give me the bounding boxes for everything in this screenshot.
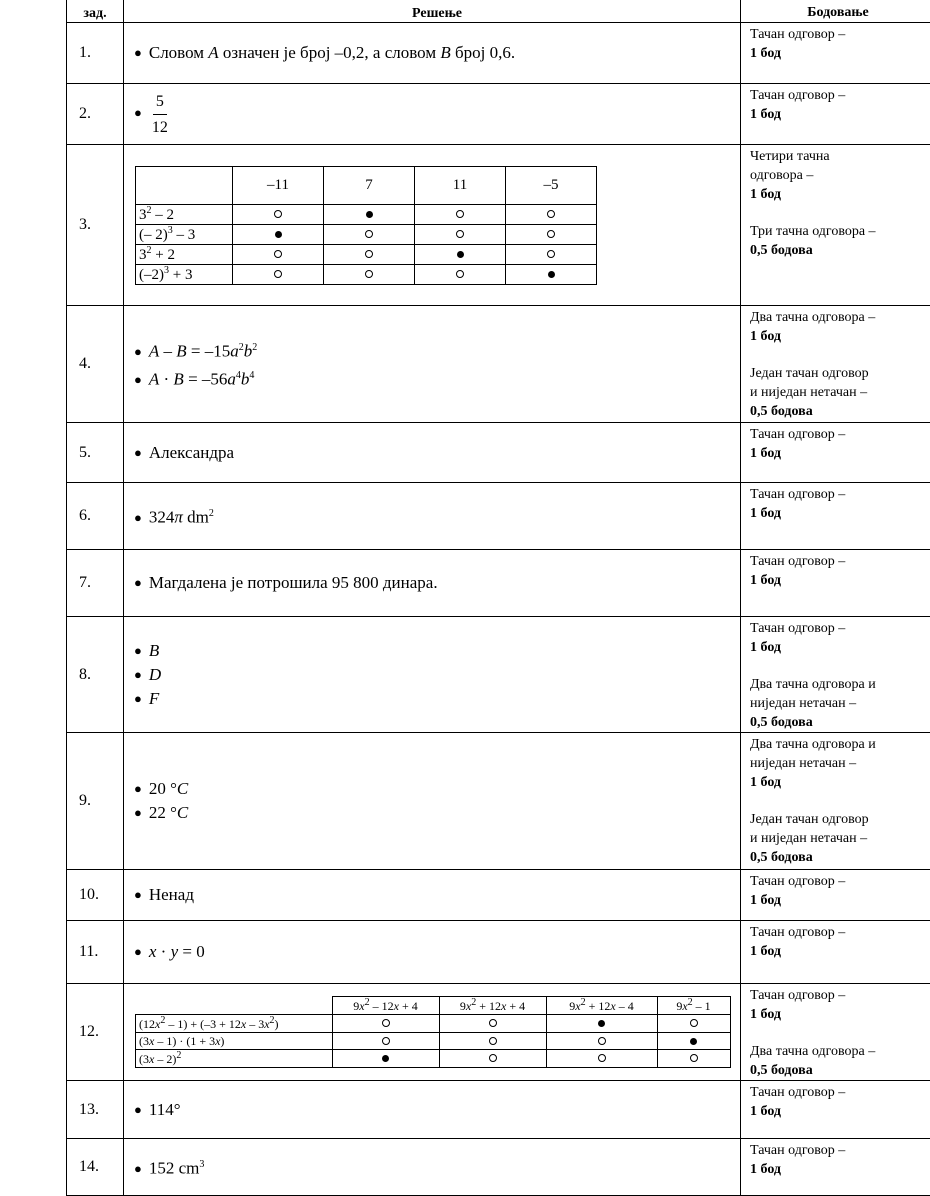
task-row: [67, 1081, 930, 1139]
matching-row-label: $3^2 - 2$: [136, 204, 233, 224]
matching-row: [136, 204, 597, 224]
task-scoring: [741, 1139, 930, 1196]
task-number: 4.: [67, 306, 124, 423]
task-solution: [124, 617, 741, 733]
task-row: [67, 84, 930, 145]
scoring-text: Два тачна одговора –: [750, 308, 926, 327]
task-number: 11.: [67, 921, 124, 984]
task-solution: [124, 733, 741, 870]
scoring-text: Тачан одговор –: [750, 25, 926, 44]
empty-circle-icon: [365, 270, 373, 278]
scoring-points: 1 бод: [750, 571, 926, 590]
scoring-text: Два тачна одговора –: [750, 1042, 926, 1061]
scoring-text: Тачан одговор –: [750, 619, 926, 638]
solution-line: ● D: [134, 663, 740, 687]
task-scoring: [741, 984, 930, 1081]
task-solution: [124, 84, 741, 145]
matching-row: [136, 244, 597, 264]
solution-line: ● Магдалена је потрошила 95 800 динара.: [134, 571, 740, 595]
matching-row: [136, 1033, 731, 1050]
solution-line: ● 324π $dm^2$: [134, 502, 740, 530]
task-row: [67, 733, 930, 870]
matching-cell: [324, 224, 415, 244]
empty-circle-icon: [365, 250, 373, 258]
empty-circle-icon: [456, 230, 464, 238]
task-solution: [124, 23, 741, 84]
matching-header-row: [136, 166, 597, 204]
matching-column-header: 11: [415, 166, 506, 204]
scoring-points: 1 бод: [750, 1102, 926, 1121]
empty-circle-icon: [547, 250, 555, 258]
matching-cell: [415, 264, 506, 284]
empty-circle-icon: [547, 230, 555, 238]
scoring-points: 1 бод: [750, 327, 926, 346]
scoring-text: Тачан одговор –: [750, 986, 926, 1005]
task-scoring: [741, 423, 930, 483]
empty-circle-icon: [489, 1019, 497, 1027]
task-row: [67, 145, 930, 306]
scoring-gap: [750, 204, 926, 222]
scoring-points: 0,5 бодова: [750, 402, 926, 421]
solution-line: ● Александра: [134, 441, 740, 465]
matching-cell: [439, 1015, 546, 1033]
task-scoring: [741, 733, 930, 870]
solution-line: ● 152 $cm^3$: [134, 1153, 740, 1181]
matching-cell: [233, 244, 324, 264]
task-scoring: [741, 921, 930, 984]
task-scoring: [741, 617, 930, 733]
scoring-points: 1 бод: [750, 1160, 926, 1179]
task-row: [67, 23, 930, 84]
header-row: [67, 0, 930, 23]
matching-column-header: $9x^2 - 1$: [657, 997, 730, 1015]
matching-row: [136, 1050, 731, 1068]
empty-circle-icon: [489, 1054, 497, 1062]
task-scoring: [741, 145, 930, 306]
scoring-text: Два тачна одговора и: [750, 735, 926, 754]
scoring-points: 1 бод: [750, 44, 926, 63]
matching-column-header: –5: [506, 166, 597, 204]
task-solution: [124, 145, 741, 306]
task-row: [67, 617, 930, 733]
task-scoring: [741, 550, 930, 617]
scoring-points: 1 бод: [750, 638, 926, 657]
scoring-gap: [750, 657, 926, 675]
task-row: [67, 306, 930, 423]
scoring-points: 1 бод: [750, 1005, 926, 1024]
task-scoring: [741, 483, 930, 550]
empty-circle-icon: [382, 1019, 390, 1027]
scoring-points: 0,5 бодова: [750, 713, 926, 732]
matching-cell: [415, 204, 506, 224]
empty-circle-icon: [489, 1037, 497, 1045]
scoring-points: 0,5 бодова: [750, 241, 926, 260]
task-solution: [124, 921, 741, 984]
task-scoring: [741, 23, 930, 84]
filled-circle-icon: [382, 1055, 389, 1062]
matching-row-label: $(12x^2 - 1) + (-3 + 12x - 3x^2)$: [136, 1015, 333, 1033]
matching-cell: [506, 204, 597, 224]
task-number: 12.: [67, 984, 124, 1081]
solution-line: ● $A - B = -15a^2b^2$: [134, 336, 740, 364]
solution-line: ● 20 °C: [134, 777, 740, 801]
matching-row: [136, 1015, 731, 1033]
matching-cell: [415, 244, 506, 264]
solution-line: ● Ненад: [134, 883, 740, 907]
scoring-points: 1 бод: [750, 773, 926, 792]
matching-row-label: (3x – 2)$^2$: [136, 1050, 333, 1068]
matching-column-header: $9x^2 + 12x + 4$: [439, 997, 546, 1015]
filled-circle-icon: [548, 271, 555, 278]
task-row: [67, 921, 930, 984]
matching-cell: [439, 1050, 546, 1068]
scoring-points: 0,5 бодова: [750, 1061, 926, 1080]
scoring-text: ниједан нетачан –: [750, 694, 926, 713]
task-number: 8.: [67, 617, 124, 733]
matching-column-header: –11: [233, 166, 324, 204]
task-number: 7.: [67, 550, 124, 617]
matching-cell: [233, 224, 324, 244]
task-number: 9.: [67, 733, 124, 870]
empty-circle-icon: [274, 250, 282, 258]
scoring-points: 0,5 бодова: [750, 848, 926, 867]
matching-cell: [506, 224, 597, 244]
task-solution: [124, 483, 741, 550]
matching-cell: [657, 1050, 730, 1068]
scoring-text: Тачан одговор –: [750, 552, 926, 571]
matching-cell: [506, 264, 597, 284]
matching-corner: [136, 997, 333, 1015]
matching-row-label: $(-2)^3 + 3$: [136, 264, 233, 284]
scoring-text: одговора –: [750, 166, 926, 185]
task-scoring: [741, 870, 930, 921]
filled-circle-icon: [690, 1038, 697, 1045]
matching-row: [136, 224, 597, 244]
task-solution: [124, 1081, 741, 1139]
task-solution: [124, 423, 741, 483]
scoring-text: ниједан нетачан –: [750, 754, 926, 773]
solution-line: [134, 90, 740, 139]
scoring-text: Тачан одговор –: [750, 923, 926, 942]
task-scoring: [741, 1081, 930, 1139]
solution-line: ● 22 °C: [134, 801, 740, 825]
task-row: [67, 984, 930, 1081]
matching-cell: [332, 1033, 439, 1050]
matching-column-header: $9x^2 - 12x + 4$: [332, 997, 439, 1015]
matching-cell: [415, 224, 506, 244]
scoring-text: и ниједан нетачан –: [750, 829, 926, 848]
task-scoring: [741, 306, 930, 423]
empty-circle-icon: [456, 270, 464, 278]
scoring-gap: [750, 1024, 926, 1042]
matching-cell: [439, 1033, 546, 1050]
task-number: 2.: [67, 84, 124, 145]
matching-cell: [546, 1050, 657, 1068]
header-scoring: Бодовање: [741, 0, 930, 23]
matching-cell: [546, 1015, 657, 1033]
fraction-numerator: ● 5: [153, 90, 167, 115]
scoring-text: Тачан одговор –: [750, 1083, 926, 1102]
header-solution: Решење: [124, 0, 741, 23]
filled-circle-icon: [598, 1020, 605, 1027]
task-solution: [124, 550, 741, 617]
scoring-text: и ниједан нетачан –: [750, 383, 926, 402]
matching-cell: [332, 1050, 439, 1068]
empty-circle-icon: [365, 230, 373, 238]
empty-circle-icon: [598, 1037, 606, 1045]
matching-cell: [324, 264, 415, 284]
fraction-denominator: 12: [149, 115, 171, 139]
filled-circle-icon: [275, 231, 282, 238]
task-row: [67, 1139, 930, 1196]
header-task-number: зад.: [67, 0, 124, 23]
filled-circle-icon: [366, 211, 373, 218]
filled-circle-icon: [457, 251, 464, 258]
matching-row: [136, 264, 597, 284]
scoring-text: Тачан одговор –: [750, 485, 926, 504]
task-solution: [124, 1139, 741, 1196]
empty-circle-icon: [690, 1019, 698, 1027]
matching-cell: [324, 244, 415, 264]
task-number: 3.: [67, 145, 124, 306]
solution-line: ● 114°: [134, 1098, 740, 1122]
matching-cell: [233, 264, 324, 284]
solution-line: ● x · y = 0: [134, 940, 740, 964]
scoring-text: Тачан одговор –: [750, 86, 926, 105]
matching-row-label: (3x – 1) · (1 + 3x): [136, 1033, 333, 1050]
task-number: 13.: [67, 1081, 124, 1139]
task-row: [67, 423, 930, 483]
empty-circle-icon: [274, 270, 282, 278]
matching-cell: [657, 1033, 730, 1050]
matching-corner: [136, 166, 233, 204]
fraction: [149, 90, 171, 139]
matching-column-header: 7: [324, 166, 415, 204]
task-row: [67, 550, 930, 617]
task-number: 14.: [67, 1139, 124, 1196]
task-number: 1.: [67, 23, 124, 84]
empty-circle-icon: [382, 1037, 390, 1045]
matching-cell: [233, 204, 324, 224]
matching-cell: [332, 1015, 439, 1033]
empty-circle-icon: [274, 210, 282, 218]
scoring-text: Тачан одговор –: [750, 872, 926, 891]
solution-line: ● F: [134, 687, 740, 711]
matching-table-12: [135, 996, 731, 1068]
empty-circle-icon: [598, 1054, 606, 1062]
scoring-text: Четири тачна: [750, 147, 926, 166]
matching-row-label: $3^2 + 2$: [136, 244, 233, 264]
scoring-text: Тачан одговор –: [750, 425, 926, 444]
scoring-text: Тачан одговор –: [750, 1141, 926, 1160]
scoring-text: Један тачан одговор: [750, 810, 926, 829]
scoring-points: 1 бод: [750, 185, 926, 204]
matching-table-3: [135, 166, 597, 285]
solution-line: ● Словом A означен је број –0,2, а словом B број 0,6.: [134, 41, 740, 65]
scoring-points: 1 бод: [750, 444, 926, 463]
task-number: 6.: [67, 483, 124, 550]
empty-circle-icon: [456, 210, 464, 218]
matching-header-row: [136, 997, 731, 1015]
scoring-gap: [750, 792, 926, 810]
task-solution: [124, 870, 741, 921]
matching-cell: [546, 1033, 657, 1050]
task-solution: [124, 306, 741, 423]
scoring-text: Један тачан одговор: [750, 364, 926, 383]
answer-key-table: [66, 0, 930, 1196]
solution-line: ● B: [134, 639, 740, 663]
matching-column-header: $9x^2 + 12x - 4$: [546, 997, 657, 1015]
scoring-points: 1 бод: [750, 891, 926, 910]
scoring-points: 1 бод: [750, 105, 926, 124]
scoring-text: Три тачна одговора –: [750, 222, 926, 241]
matching-cell: [506, 244, 597, 264]
scoring-points: 1 бод: [750, 504, 926, 523]
scoring-gap: [750, 346, 926, 364]
task-scoring: [741, 84, 930, 145]
task-number: 5.: [67, 423, 124, 483]
task-row: [67, 483, 930, 550]
scoring-text: Два тачна одговора и: [750, 675, 926, 694]
scoring-points: 1 бод: [750, 942, 926, 961]
empty-circle-icon: [547, 210, 555, 218]
solution-line: ● $A \cdot B = -56a^4b^4$: [134, 364, 740, 392]
task-solution: [124, 984, 741, 1081]
task-number: 10.: [67, 870, 124, 921]
empty-circle-icon: [690, 1054, 698, 1062]
task-row: [67, 870, 930, 921]
matching-cell: [657, 1015, 730, 1033]
matching-cell: [324, 204, 415, 224]
matching-row-label: (– 2)$^3$ – 3: [136, 224, 233, 244]
